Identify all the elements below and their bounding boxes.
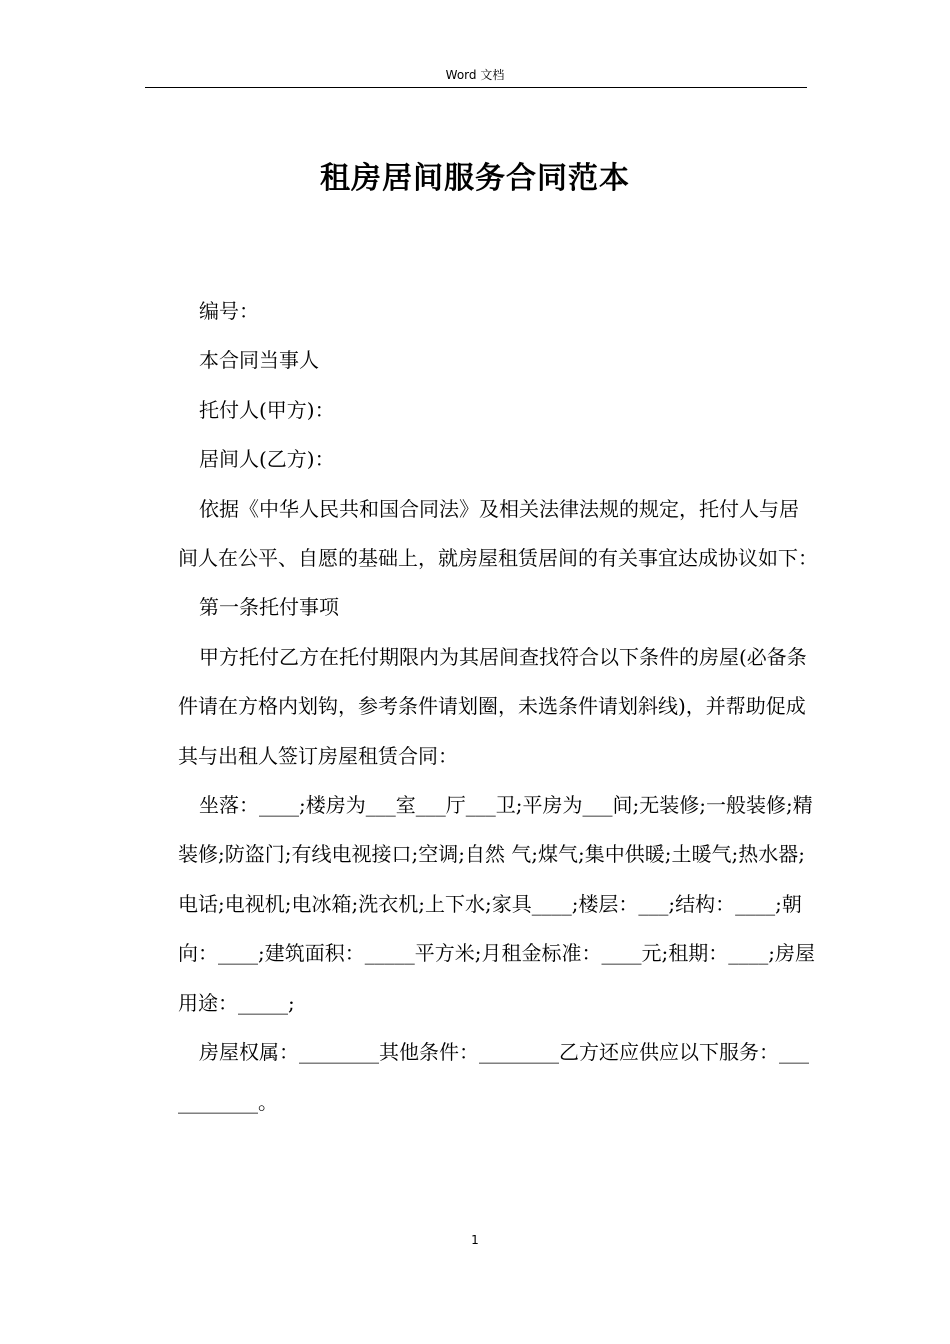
paragraph-serial-number: 编号： [199,299,259,323]
paragraph-commission: 甲方托付乙方在托付期限内为其居间查找符合以下条件的房屋(必备条件请在方格内划钩，参考条件请划圈，未选条件请划斜线)，并帮助促成其与出租人签订房屋租赁合同： [178,644,807,768]
paragraph-article-1-heading: 第一条托付事项 [199,595,339,620]
paragraph-ownership-services: 房屋权属：________其他条件：________乙方还应供应以下服务：___________。 [178,1040,809,1114]
header-rule [145,87,807,88]
document-body [178,287,818,1127]
paragraph-property-conditions: 坐落：____;楼房为___室___厅___卫;平房为___间;无装修;一般装修;精装修;防盗门;有线电视接口;空调;自然 气;煤气;集中供暖;土暖气;热水器;电话;电视机;电冰箱;洗衣机;上下水;家具____;楼层：___;结构：____;朝向：____;建筑面积：_____平方米;月租金标准：____元;租期：____;房屋用途：_____; [178,793,815,1015]
paragraph-parties: 本合同当事人 [199,348,319,373]
page-number: 1 [471,1233,479,1247]
paragraph-party-a: 托付人(甲方)： [199,397,335,422]
page-header: Word 文档 [445,68,505,82]
paragraph-party-b: 居间人(乙方)： [199,447,335,472]
document-title: 租房居间服务合同范本 [320,161,630,196]
paragraph-preamble: 依据《中华人民共和国合同法》及相关法律法规的规定，托付人与居间人在公平、自愿的基础上，就房屋租赁居间的有关事宜达成协议如下： [178,496,818,571]
